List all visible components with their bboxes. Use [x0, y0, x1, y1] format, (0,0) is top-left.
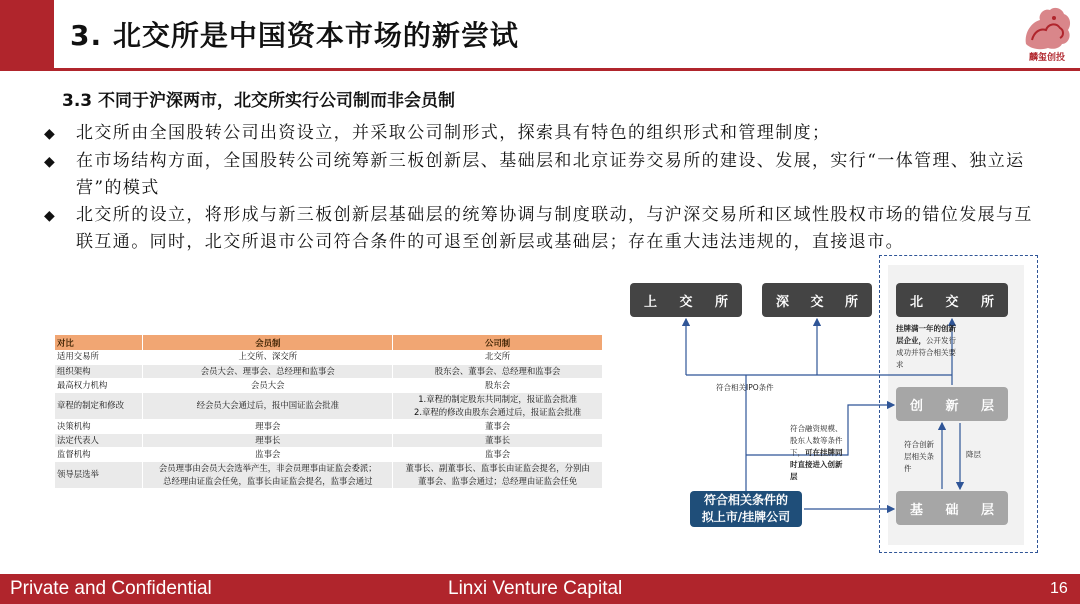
bullet-item: [44, 202, 1034, 256]
box-char: 新: [945, 398, 959, 414]
table-cell: 股东会: [393, 378, 603, 392]
table-header-row: [55, 335, 603, 350]
direct-note-bold: 可在挂牌同时直接进入创新层: [790, 448, 843, 481]
table-cell: 经会员大会通过后，报中国证监会批准: [143, 392, 393, 419]
bullet-list: [44, 120, 1034, 256]
table-cell: 理事长: [143, 433, 393, 447]
page-number: 16: [1050, 580, 1068, 597]
row-label-cell: 章程的制定和修改: [55, 392, 143, 419]
candidate-company-box: 符合相关条件的 拟上市/挂牌公司: [690, 491, 802, 527]
table-row: [55, 392, 603, 419]
box-char: 础: [945, 502, 959, 518]
table-cell: 上交所、深交所: [143, 350, 393, 364]
row-label-cell: 法定代表人: [55, 433, 143, 447]
title-rule: [0, 68, 1080, 71]
table-row: [55, 364, 603, 378]
footer-confidential: Private and Confidential: [10, 578, 212, 599]
table-cell: 董事长: [393, 433, 603, 447]
footer-bar: [0, 574, 1080, 604]
title-bar: [0, 0, 1080, 70]
table-row: [55, 461, 603, 488]
box-char: 交: [810, 294, 824, 310]
table-cell: 会员大会: [143, 378, 393, 392]
bullet-text: 北交所的设立，将形成与新三板创新层基础层的统筹协调与制度联动，与沪深交易所和区域性股权市场的错位发展与互联互通。同时，北交所退市公司符合条件的可退至创新层或基础层；存在重大违法违规的，直接退市。: [76, 205, 1033, 252]
table-header: 公司制: [393, 335, 603, 350]
row-label-cell: 适用交易所: [55, 350, 143, 364]
box-char: 上: [644, 294, 658, 310]
box-char: 交: [945, 294, 959, 310]
row-label-cell: 领导层选举: [55, 461, 143, 488]
box-char: 所: [714, 294, 728, 310]
comparison-table: [55, 335, 603, 489]
table-row: [55, 433, 603, 447]
diamond-bullet-icon: ◆: [44, 208, 55, 224]
bullet-item: [44, 148, 1034, 202]
table-cell: 董事会: [393, 419, 603, 433]
box-char: 北: [910, 294, 924, 310]
ipo-label: 符合相关IPO条件: [716, 383, 774, 392]
table-header: 会员制: [143, 335, 393, 350]
table-cell: 1.章程的制定股东共同制定，报证监会批准 2.章程的修改由股东会通过后，报证监会批准: [393, 392, 603, 419]
table-header: 对比: [55, 335, 143, 350]
market-structure-diagram: [620, 255, 1040, 555]
box-char: 深: [776, 294, 790, 310]
logo-text: 麟玺创投: [1028, 53, 1065, 63]
listed-note: [896, 323, 962, 371]
table-row: [55, 350, 603, 364]
table-cell: 董事长、副董事长、监事长由证监会提名，分别由 董事会、监事会通过；总经理由证监会任免: [393, 461, 603, 488]
row-label-cell: 组织架构: [55, 364, 143, 378]
diagram-arrows: [620, 255, 1040, 555]
table-cell: 监事会: [143, 447, 393, 461]
box-char: 层: [980, 398, 994, 414]
footer-company: Linxi Venture Capital: [448, 578, 623, 599]
diamond-bullet-icon: ◆: [44, 126, 55, 142]
listed-note-bold: 挂牌满一年的创新层企业，: [896, 324, 956, 345]
table-row: [55, 419, 603, 433]
direct-note: [790, 423, 846, 483]
promote-label: 符合创新层相关条件: [904, 440, 934, 473]
table-cell: 北交所: [393, 350, 603, 364]
table-cell: 会员大会、理事会、总经理和监事会: [143, 364, 393, 378]
box-char: 基: [910, 502, 924, 518]
bullet-text: 在市场结构方面，全国股转公司统筹新三板创新层、基础层和北京证券交易所的建设、发展，实行“一体管理、独立运营”的模式: [76, 151, 1025, 198]
box-char: 层: [980, 502, 994, 518]
title-accent-bar: [0, 0, 54, 70]
section-subtitle: 3.3 不同于沪深两市，北交所实行公司制而非会员制: [62, 91, 456, 111]
table-row: [55, 447, 603, 461]
demote-label: 降层: [966, 450, 981, 459]
table-row: [55, 378, 603, 392]
row-label-cell: 最高权力机构: [55, 378, 143, 392]
table-cell: 股东会、董事会、总经理和监事会: [393, 364, 603, 378]
table-cell: 理事会: [143, 419, 393, 433]
diamond-bullet-icon: ◆: [44, 154, 55, 170]
table-cell: 会员理事由会员大会选举产生，非会员理事由证监会委派； 总经理由证监会任免，监事长由证监会提名，监事会通过: [143, 461, 393, 488]
box-char: 所: [844, 294, 858, 310]
box-char: 交: [679, 294, 693, 310]
bullet-item: [44, 120, 1034, 148]
box-char: 创: [910, 398, 924, 414]
bullet-text: 北交所由全国股转公司出资设立，并采取公司制形式，探索具有特色的组织形式和管理制度；: [76, 123, 831, 143]
listed-note-text: 公开发行成功并符合相关要求: [896, 336, 956, 369]
box-char: 所: [980, 294, 994, 310]
row-label-cell: 决策机构: [55, 419, 143, 433]
row-label-cell: 监督机构: [55, 447, 143, 461]
page-title: 3. 北交所是中国资本市场的新尝试: [70, 19, 519, 52]
table-cell: 监事会: [393, 447, 603, 461]
direct-note-text: 符合融资规模、股东人数等条件下，: [790, 424, 843, 457]
